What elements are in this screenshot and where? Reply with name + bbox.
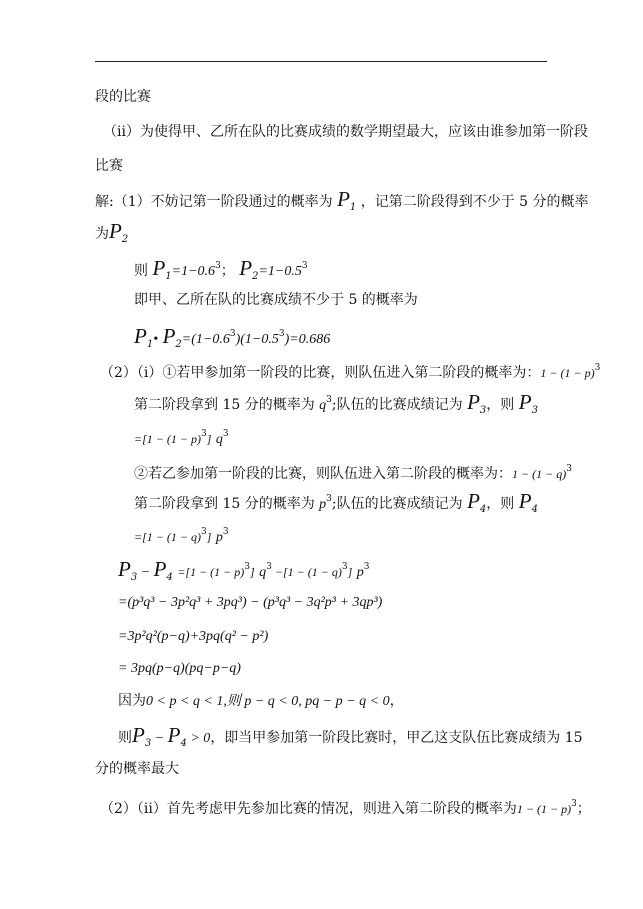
math-sub: 4 [166,572,173,583]
text: ;队伍的比赛成绩记为 [331,397,463,413]
math-sup: 3 [326,494,332,504]
math-sub: 4 [479,504,487,515]
text: ，即当甲参加第一阶段比赛时，甲乙这支队伍比赛成绩为 15 [210,730,583,746]
math-expr: =(1−0.6 [181,332,230,347]
math-sup: 3 [278,329,285,339]
text: ，记第二阶段得到不少于 5 分的概率 [360,194,589,210]
math-sub: 4 [531,504,538,515]
math-P: P [467,489,480,513]
text-line [134,291,418,309]
math-sup: 3 [229,329,236,339]
math-var: q [259,565,267,580]
text: ②若乙参加第一阶段的比赛，则队伍进入第二阶段的概率为： [134,466,512,482]
text: （2）（i）①若甲参加第一阶段的比赛，则队伍进入第二阶段的概率为： [100,365,541,381]
math-expr: )(1−0.5 [235,332,279,347]
text: 解:（1）不妨记第一阶段通过的概率为 [95,194,333,210]
math-sup: 3 [301,261,308,271]
math-expr: 1 − (1 − q) [512,467,567,481]
text: ； [220,263,235,279]
math-P: P [109,219,122,243]
math-expr: =3p²q²(p−q)+3pq(q² − p²) [118,629,269,644]
math-P: P [518,489,532,513]
text: 段的比赛 [95,89,151,105]
math-var: p [215,530,223,545]
formula-p1-p2 [134,257,308,286]
math-sub: 3 [531,405,538,416]
math-expr: =[1 − (1 − q) [134,530,201,544]
math-expr: ] [206,432,212,446]
math-P: P [152,256,166,280]
text: 第二阶段拿到 15 分的概率为 [134,496,315,512]
math-sub: 1 [165,271,172,282]
math-expr: = 3pq(p−q)(pq−p−q) [118,661,241,676]
math-sup: 3 [200,429,207,439]
text: ； [576,801,591,817]
math-sup: 3 [566,464,572,474]
math-sup: 3 [341,562,348,572]
formula-p4 [134,523,229,547]
math-dot: • [153,332,159,347]
math-P: P [518,390,532,414]
math-expr: 则 p − q < 0, pq − p − q < 0 [226,694,390,709]
math-sub: 3 [479,405,487,416]
math-sup: 3 [200,527,207,537]
math-expr: =1−0.5 [258,264,302,279]
text-line [95,88,151,106]
math-var: q [319,398,327,413]
text: ，则 [486,496,515,512]
text: 分的概率最大 [95,761,179,777]
text: 则 [118,730,132,746]
math-sup: 3 [222,527,229,537]
math-sub: 2 [252,271,259,282]
math-sup: 3 [266,562,272,572]
math-expr: ] [206,530,212,544]
text: 则 [134,263,148,279]
text: 比赛 [95,158,123,174]
text-line [118,723,583,753]
text: 为 [95,226,109,242]
text: ;队伍的比赛成绩记为 [331,496,463,512]
math-expr: =[1 − (1 − p) [134,432,201,446]
text: 第二阶段拿到 15 分的概率为 [134,397,315,413]
text: ，则 [486,397,515,413]
text-line [134,460,572,483]
header-rule [95,61,547,62]
text-line [95,157,123,175]
text-line [103,123,588,141]
formula-product [134,325,330,354]
text-line [118,692,404,711]
math-P: P [132,723,145,747]
math-P: P [337,187,350,211]
math-expr: =[1 − (1 − p) [177,565,245,579]
math-expr: ] [347,565,353,579]
math-sup: 3 [594,363,601,373]
text: 即甲、乙所在队的比赛成绩不少于 5 的概率为 [134,292,418,308]
math-expr: − [151,731,168,746]
math-sup: 3 [326,395,332,405]
math-expr: −[1 − (1 − q) [271,565,342,579]
math-sub: 3 [144,738,152,749]
math-P: P [162,324,176,348]
text: （ii）为使得甲、乙所在队的比赛成绩的数学期望最大，应该由谁参加第一阶段 [103,124,588,140]
math-sup: 3 [215,261,221,271]
math-sub: 1 [146,339,154,350]
math-expr: > 0 [186,731,211,746]
math-sub: 4 [180,738,187,749]
math-sup: 3 [222,429,229,439]
text: 因为 [118,693,146,709]
math-expr: ] [250,565,255,579]
math-expr: )=0.686 [284,332,331,347]
text: （2）（ii）首先考虑甲先参加比赛的情况，则进入第二阶段的概率为 [100,801,517,817]
formula-diff [118,558,369,587]
math-sub: 3 [130,572,138,583]
formula-step4 [118,659,241,678]
math-sub: 1 [349,202,357,213]
text-line [134,490,538,519]
math-var: p [356,565,364,580]
text-line [95,219,129,249]
math-expr: 1 − (1 − p) [540,366,595,380]
math-P: P [134,324,147,348]
text: ， [389,693,404,709]
math-P: P [118,557,131,581]
math-sub: 2 [175,339,182,350]
math-expr: 0 < p < q < 1, [146,694,227,709]
math-P: P [239,256,253,280]
math-P: P [153,557,167,581]
math-var: p [319,497,327,512]
text-line [134,391,538,420]
formula-p3 [134,425,229,449]
formula-step3 [118,627,268,646]
text-line [100,795,591,818]
math-sup: 3 [363,562,370,572]
math-P: P [467,390,480,414]
formula-step2 [118,593,382,612]
math-expr: =(p³q³ − 3p²q³ + 3pq³) − (p³q³ − 3q²p³ + 3qp³) [118,595,383,610]
math-expr: =1−0.6 [171,264,216,279]
text-line [95,187,589,217]
math-sup: 3 [244,562,251,572]
text-line [95,760,179,778]
math-expr: − [137,565,154,580]
math-sup: 3 [571,799,577,809]
math-var: q [215,432,223,447]
math-sub: 2 [121,234,129,245]
text-line [100,359,600,382]
math-P: P [167,723,181,747]
math-expr: 1 − (1 − p) [516,802,572,816]
